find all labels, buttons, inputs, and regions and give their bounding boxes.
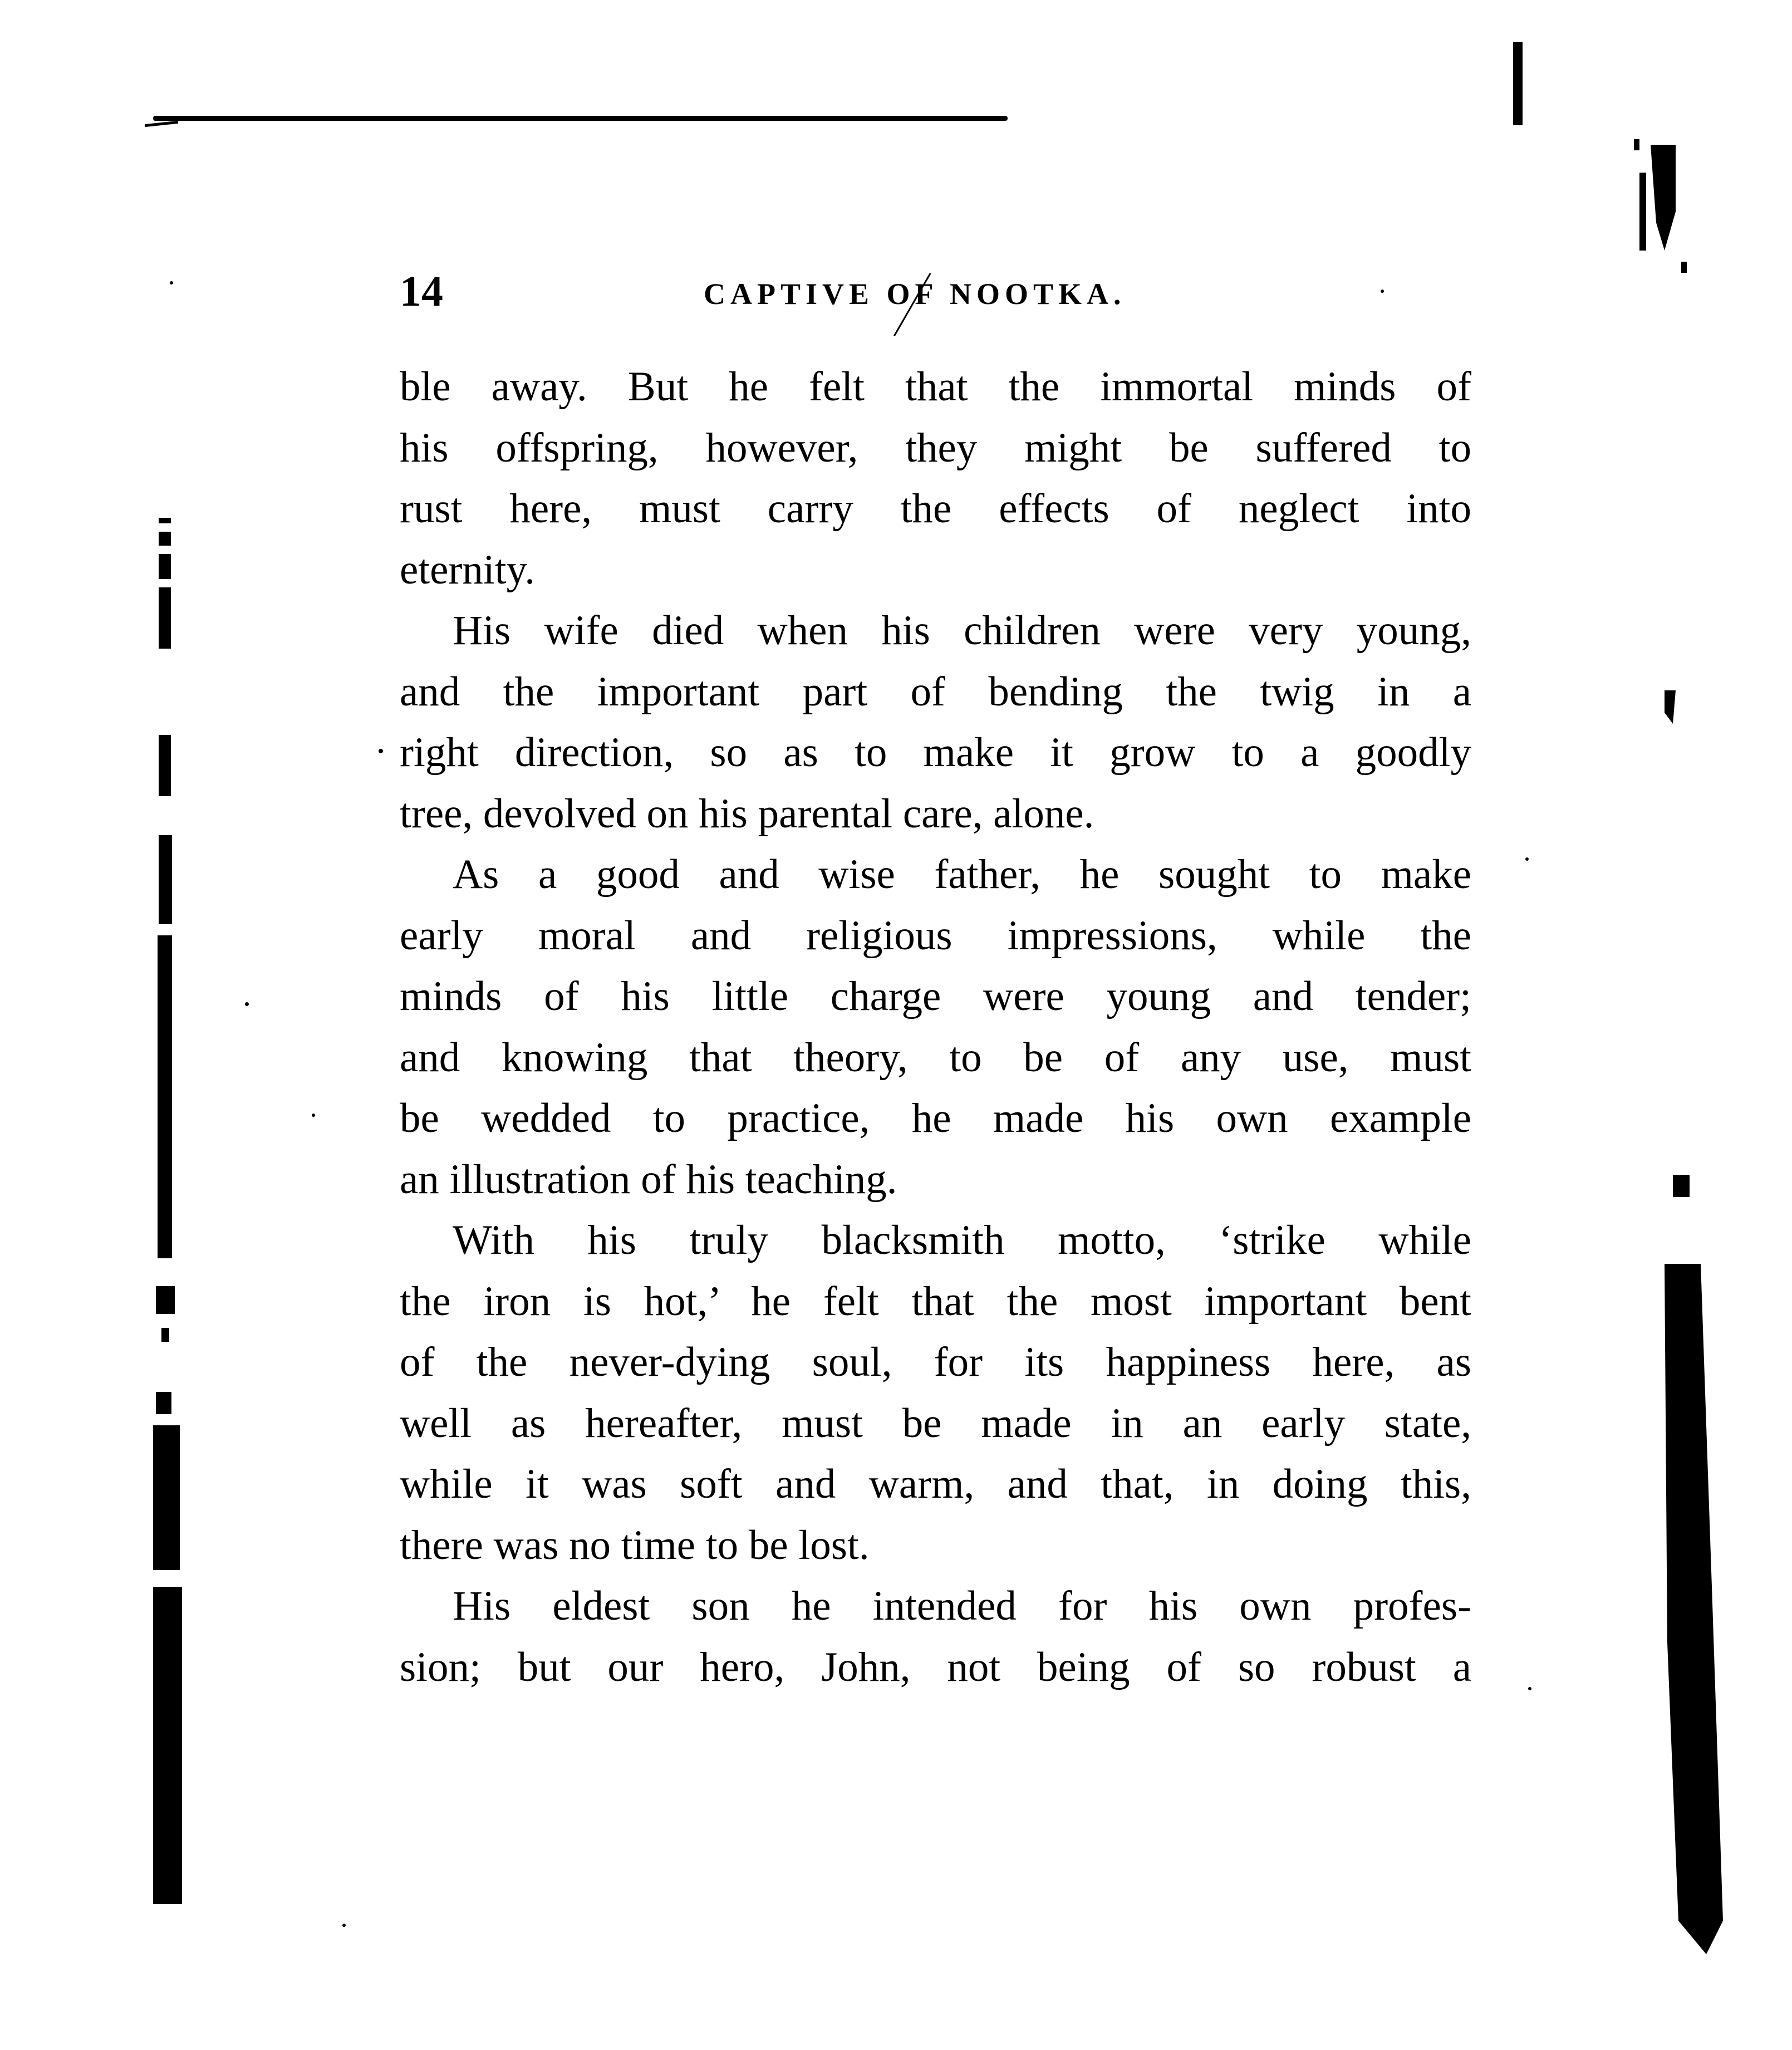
right-page-edge <box>1634 139 1734 1954</box>
top-rule-tail <box>145 121 178 127</box>
text-line: his offspring, however, they might be suffered to <box>400 424 1471 471</box>
left-page-edge <box>153 501 206 1904</box>
text-line: As a good and wise father, he sought to make <box>453 851 1471 898</box>
text-line: sion; but our hero, John, not being of so robust a <box>400 1644 1471 1690</box>
text-line: early moral and religious impressions, while the <box>400 912 1471 959</box>
scan-speck <box>245 1002 249 1006</box>
scan-speck <box>1381 290 1384 293</box>
scan-speck <box>312 1114 315 1117</box>
text-line: minds of his little charge were young and tender; <box>400 973 1471 1019</box>
text-line: rust here, must carry the effects of neglect into <box>400 485 1471 532</box>
text-line: be wedded to practice, he made his own example <box>400 1095 1471 1141</box>
running-head <box>400 266 1471 316</box>
scan-speck <box>170 281 173 285</box>
text-line: With his truly blacksmith motto, ‘strike while <box>453 1217 1471 1263</box>
text-line: there was no time to be lost. <box>400 1522 870 1568</box>
paragraph <box>400 844 1471 1210</box>
text-line: His eldest son he intended for his own profes- <box>453 1583 1471 1629</box>
text-line: an illustration of his teaching. <box>400 1156 897 1203</box>
paragraph <box>400 1210 1471 1576</box>
top-rule <box>153 116 1008 121</box>
text-line: and the important part of bending the twig in a <box>400 668 1471 715</box>
text-line: ble away. But he felt that the immortal minds of <box>400 364 1471 410</box>
text-line: the iron is hot,’ he felt that the most important bent <box>400 1278 1471 1325</box>
text-line: tree, devolved on his parental care, alone. <box>400 790 1094 837</box>
text-line: His wife died when his children were very young, <box>453 607 1471 654</box>
scan-speck <box>379 749 383 753</box>
running-title: CAPTIVE OF NOOTKA. <box>704 277 1126 311</box>
paragraph <box>400 356 1471 600</box>
paragraph <box>400 1576 1471 1698</box>
body-text <box>400 356 1471 1698</box>
binding-mark <box>1513 42 1523 125</box>
scan-speck <box>1525 857 1529 861</box>
scan-speck <box>342 1924 346 1927</box>
text-line: while it was soft and warm, and that, in doing this, <box>400 1461 1471 1507</box>
paragraph <box>400 600 1471 844</box>
page-number: 14 <box>400 267 443 315</box>
scan-speck <box>1528 1687 1531 1690</box>
text-line: well as hereafter, must be made in an early state, <box>400 1400 1471 1446</box>
text-line: and knowing that theory, to be of any use, must <box>400 1034 1471 1081</box>
text-line: right direction, so as to make it grow to a goodly <box>400 729 1471 776</box>
text-line: eternity. <box>400 546 535 593</box>
text-line: of the never-dying soul, for its happiness here, as <box>400 1339 1471 1385</box>
